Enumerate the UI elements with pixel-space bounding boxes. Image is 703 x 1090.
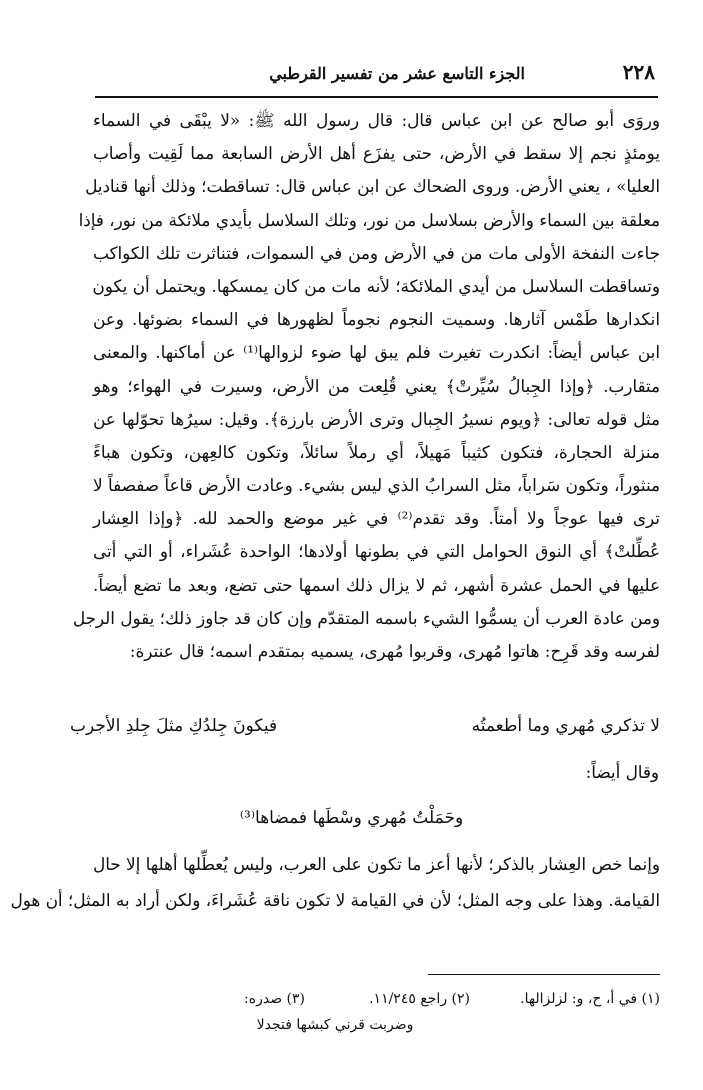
- text-line: ابن عباس أيضاً: انكدرت تغيرت فلم يبق لها ضوء لزوالها⁽¹⁾ عن أماكنها. والمعنى: [93, 342, 661, 363]
- footnote-3: (٣) صدره:: [244, 991, 305, 1007]
- text-line: القيامة. وهذا على وجه المثل؛ لأن في القيامة لا تكون ناقة عُشَراءَ، ولكن أراد به المثل؛ أن هول: [10, 890, 660, 910]
- poem-verse: [70, 716, 660, 748]
- footnote-1: (١) في أ، ح، و: لزلزالها.: [520, 991, 660, 1007]
- verse-first-hemistich: لا تذكري مُهري وما أطعمتُه: [471, 716, 660, 736]
- text-line: متقارب. ﴿وإذا الجِبالُ سُيِّرتْ﴾ يعني قُلِعت من الأرض، وسيرت في الهواء؛ وهو: [93, 375, 660, 396]
- text-line: معلقة بين السماء والأرض بسلاسل من نور، وتلك السلاسل بأيدي ملائكة من نور، فإذا: [78, 209, 660, 230]
- text-line: مثل قوله تعالى: ﴿ويوم نسيرُ الجِبال وترى الأرض بارزة﴾. وقيل: سيرُها تحوّلها عن: [93, 408, 660, 429]
- text-line: وتساقطت السلاسل من أيدي الملائكة؛ لأنه مات من كان يمسكها. ويحتمل أن يكون: [92, 275, 660, 296]
- page-header: [95, 60, 655, 92]
- text-line: ترى فيها عوجاً ولا أمتاً. وقد تقدم⁽²⁾ في غير موضع والحمد لله. ﴿وإذا العِشار: [93, 508, 660, 529]
- footnote-rule: [428, 974, 660, 975]
- text-line: وروَى أبو صالح عن ابن عباس قال: قال رسول الله ﷺ: «لا يبْقَى في السماء: [93, 110, 660, 130]
- text-line: منثوراً، وتكون سَراباً، مثل السرابُ الذي ليس بشيء. وعادت الأرض قاعاً صفصفاً لا: [93, 475, 660, 496]
- footnote-3-verse: وضربت قرني كبشها فتجدلا: [256, 1017, 414, 1033]
- header-rule: [95, 96, 658, 98]
- text-line: عليها في الحمل عشرة أشهر، ثم لا يزال ذلك اسمها حتى تضع، وبعد ما تضع أيضاً.: [93, 574, 660, 595]
- text-line: ومن عادة العرب أن يسمُّوا الشيء باسمه المتقدّم وإن كان قد جاوز ذلك؛ يقول الرجل: [72, 607, 660, 628]
- closing-paragraph: [10, 846, 660, 918]
- running-title: الجزء التاسع عشر من تفسير القرطبي: [269, 64, 525, 83]
- verse-second-hemistich: فيكونَ جِلدُكِ مثلَ جِلدِ الأجرب: [70, 716, 278, 736]
- text-line: لفرسه وقد قَرِح: هاتوا مُهرى، وقربوا مُهرى، يسميه بمتقدم اسمه؛ قال عنترة:: [129, 641, 660, 661]
- text-line: منزلة الحجارة، فتكون كثيباً مَهيلاً، أي رملاً سائلاً، وتكون كالعِهن، وتكون هباءً: [93, 441, 660, 462]
- text-line: عُطِّلتْ﴾ أي النوق الحوامل التي في بطونها أولادها؛ الواحدة عُشَراء، أو التي أتى: [93, 541, 660, 562]
- page-number: ٢٢٨: [622, 60, 655, 84]
- main-text: [72, 104, 661, 668]
- text-line: انكدارها طَمْس آثارها. وسميت النجوم نجوماً لظهورها في السماء بضوئها. وعن: [93, 309, 660, 330]
- poem-verse-2: وحَمَلْتُ مُهري وسْطَها فمضاها⁽³⁾: [239, 808, 464, 828]
- verse-intro: وقال أيضاً:: [585, 762, 659, 782]
- footnote-2: (٢) راجع ١١/٢٤٥.: [369, 991, 470, 1007]
- footnotes: [150, 986, 660, 1038]
- text-line: العليا» ، يعني الأرض. وروى الضحاك عن ابن عباس قال: تساقطت؛ وذلك أنها قناديل: [85, 176, 660, 197]
- text-line: يومئذٍ نجم إلا سقط في الأرض، حتى يفزَع أهل الأرض السابعة مما لَقِيت وأصاب: [93, 143, 660, 164]
- text-line: وإنما خص العِشار بالذكر؛ لأنها أعز ما تكون على العرب، وليس يُعطِّلها أهلها إلا حال: [93, 854, 660, 874]
- text-line: جاءت النفخة الأولى مات من في الأرض ومن في السموات، فتناثرت تلك الكواكب: [93, 242, 660, 263]
